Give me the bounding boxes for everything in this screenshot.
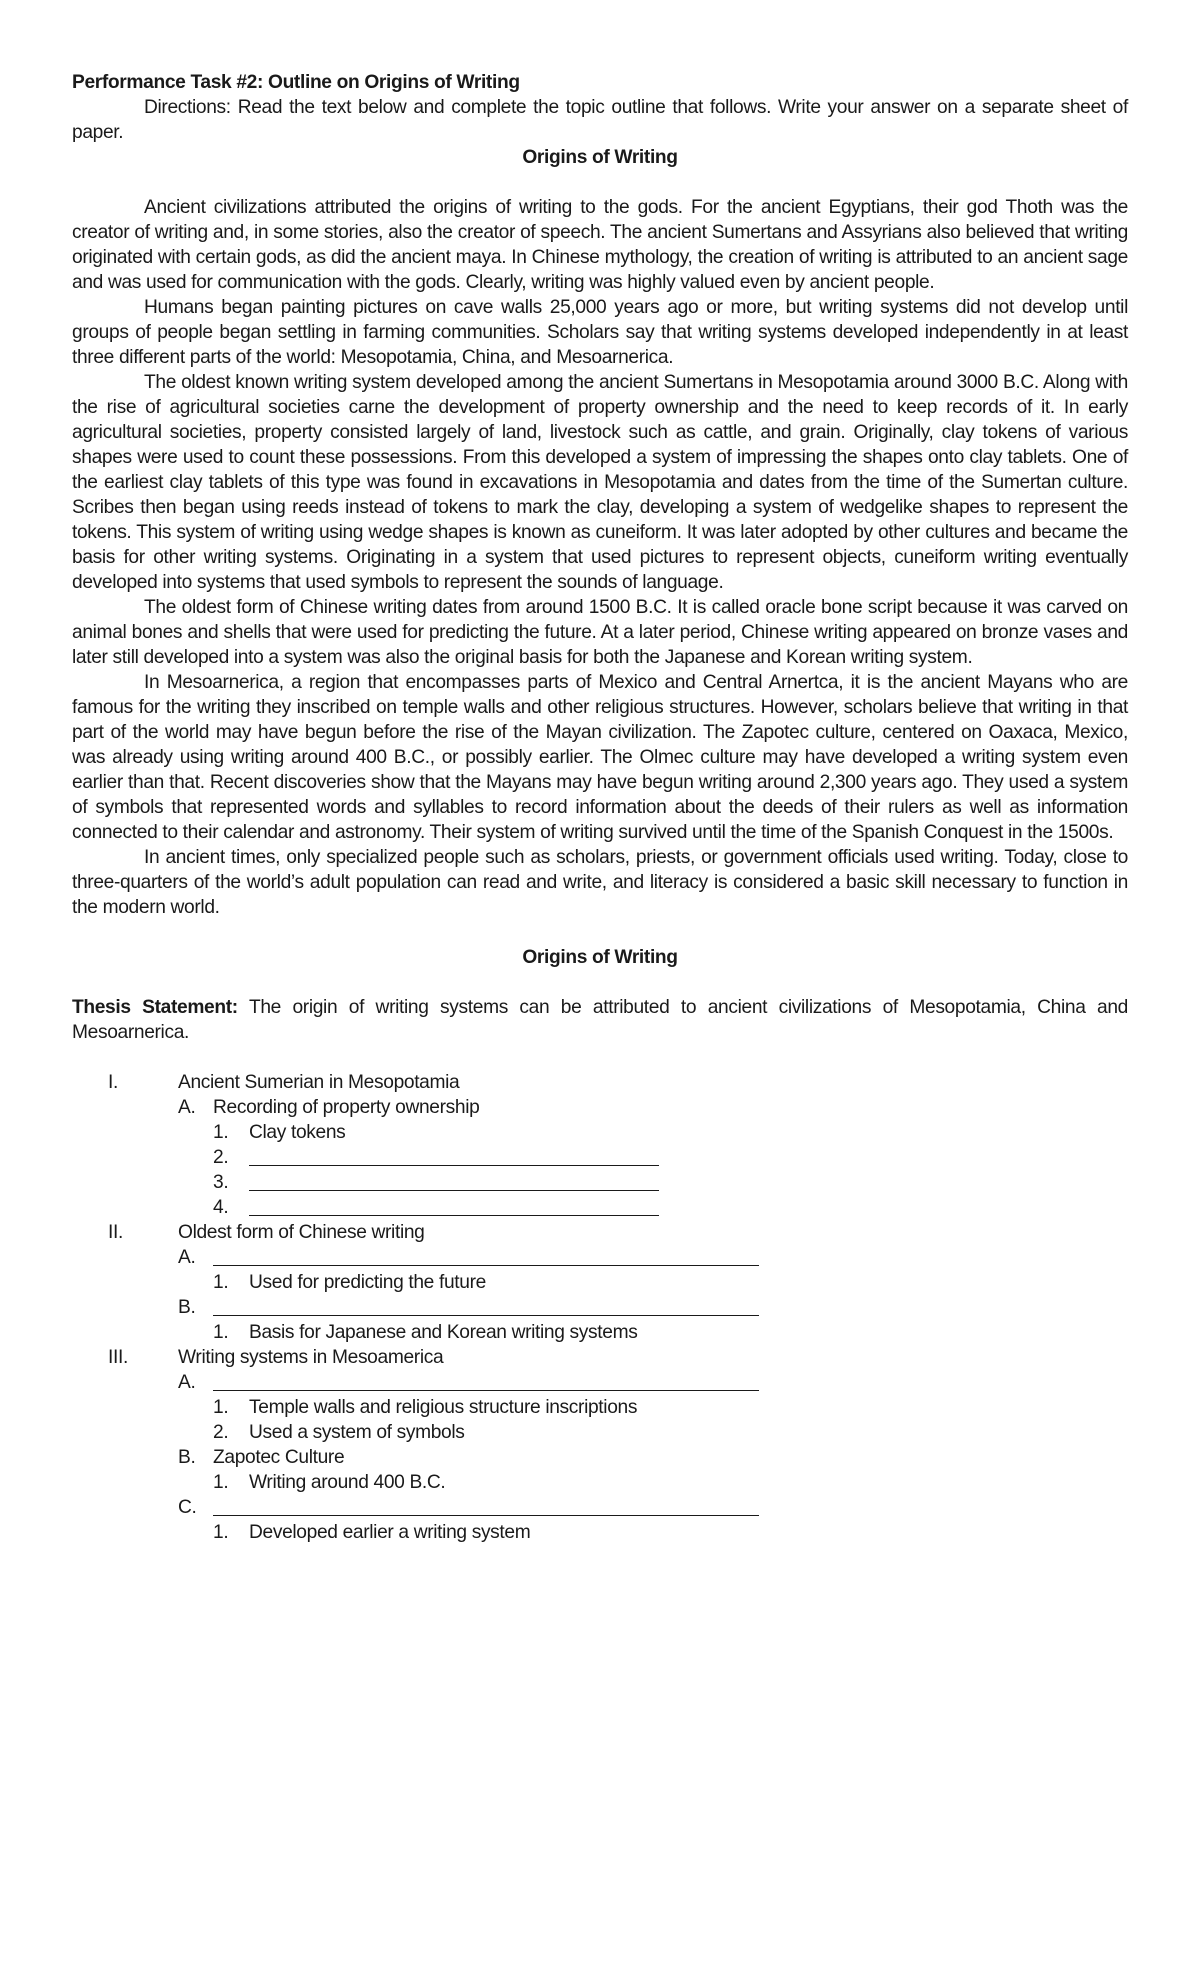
outline-subtopic [72, 1295, 1128, 1320]
outline-detail [72, 1270, 1128, 1295]
detail-text: Basis for Japanese and Korean writing systems [249, 1322, 638, 1343]
answer-blank-line [213, 1515, 759, 1516]
outline-heading: Origins of Writing [522, 947, 678, 968]
section-title: Oldest form of Chinese writing [178, 1222, 425, 1243]
document-page [72, 70, 1128, 1545]
detail-number: 1. [213, 1122, 229, 1143]
detail-text: Used for predicting the future [249, 1272, 486, 1293]
outline-subtopic [72, 1495, 1128, 1520]
topic-outline [72, 1070, 1128, 1545]
article-paragraph: In ancient times, only specialized people such as scholars, priests, or government officials used writing. Today, close to three-quarters of the world’s adult population can read and write, and literacy is considered a basic skill necessary to function in the modern world. [72, 847, 1128, 918]
roman-numeral: I. [108, 1072, 118, 1093]
subtopic-text: Zapotec Culture [213, 1447, 345, 1468]
outline-section [72, 1070, 1128, 1095]
detail-number: 1. [213, 1397, 229, 1418]
outline-subtopic [72, 1245, 1128, 1270]
outline-section [72, 1345, 1128, 1370]
detail-text: Writing around 400 B.C. [249, 1472, 446, 1493]
article-paragraph: In Mesoarnerica, a region that encompasses parts of Mexico and Central Arnertca, it is the ancient Mayans who are famous for the writing they inscribed on temple walls and other religious structures. However, scholars believe that writing in that part of the world may have begun before the rise of the Mayan civilization. The Zapotec culture, centered on Oaxaca, Mexico, was already using writing around 400 B.C., or possibly earlier. The Olmec culture may have developed a writing system even earlier than that. Recent discoveries show that the Mayans may have begun writing around 2,300 years ago. They used a system of symbols that represented words and syllables to record information about the deeds of their rulers as well as information connected to their calendar and astronomy. Their system of writing survived until the time of the Spanish Conquest in the 1500s. [72, 672, 1128, 843]
outline-subtopic [72, 1095, 1128, 1120]
roman-numeral: II. [108, 1222, 123, 1243]
article-paragraph: The oldest form of Chinese writing dates from around 1500 B.C. It is called oracle bone script because it was carved on animal bones and shells that were used for predicting the future. At a later period, Chinese writing appeared on bronze vases and later still developed into a system was also the original basis for both the Japanese and Korean writing system. [72, 597, 1128, 668]
detail-number: 1. [213, 1522, 229, 1543]
answer-blank-line [249, 1165, 659, 1166]
outline-detail [72, 1120, 1128, 1145]
article-heading: Origins of Writing [522, 147, 678, 168]
subtopic-letter: B. [178, 1297, 196, 1318]
answer-blank-line [249, 1190, 659, 1191]
outline-detail [72, 1395, 1128, 1420]
subtopic-letter: A. [178, 1247, 196, 1268]
article-paragraph: Ancient civilizations attributed the origins of writing to the gods. For the ancient Egyptians, their god Thoth was the creator of writing and, in some stories, also the creator of speech. The ancient Sumertans and Assyrians also believed that writing originated with certain gods, as did the ancient maya. In Chinese mythology, the creation of writing is attributed to an ancient sage and was used for communication with the gods. Clearly, writing was highly valued even by ancient people. [72, 197, 1128, 293]
detail-text: Developed earlier a writing system [249, 1522, 531, 1543]
outline-detail [72, 1520, 1128, 1545]
roman-numeral: III. [108, 1347, 128, 1368]
thesis-text: The origin of writing systems can be attributed to ancient civilizations of Mesopotamia, China and Mesoarnerica. [72, 997, 1128, 1043]
outline-detail [72, 1195, 1128, 1220]
outline-detail [72, 1145, 1128, 1170]
section-title: Writing systems in Mesoamerica [178, 1347, 444, 1368]
thesis-statement [72, 995, 1128, 1045]
outline-detail [72, 1420, 1128, 1445]
outline-detail [72, 1470, 1128, 1495]
thesis-label: Thesis Statement: [72, 997, 238, 1018]
answer-blank-line [213, 1390, 759, 1391]
subtopic-text: Recording of property ownership [213, 1097, 480, 1118]
answer-blank-line [213, 1315, 759, 1316]
detail-text: Used a system of symbols [249, 1422, 465, 1443]
article-paragraph: Humans began painting pictures on cave walls 25,000 years ago or more, but writing systems did not develop until groups of people began settling in farming communities. Scholars say that writing systems developed independently in at least three different parts of the world: Mesopotamia, China, and Mesoarnerica. [72, 297, 1128, 368]
answer-blank-line [213, 1265, 759, 1266]
detail-text: Clay tokens [249, 1122, 346, 1143]
task-title: Performance Task #2: Outline on Origins of Writing [72, 72, 520, 93]
detail-number: 4. [213, 1197, 229, 1218]
subtopic-letter: A. [178, 1372, 196, 1393]
outline-detail [72, 1170, 1128, 1195]
subtopic-letter: A. [178, 1097, 196, 1118]
detail-number: 1. [213, 1272, 229, 1293]
outline-subtopic [72, 1370, 1128, 1395]
detail-number: 1. [213, 1472, 229, 1493]
detail-number: 2. [213, 1422, 229, 1443]
outline-detail [72, 1320, 1128, 1345]
detail-number: 1. [213, 1322, 229, 1343]
detail-number: 2. [213, 1147, 229, 1168]
article-paragraph: The oldest known writing system developed among the ancient Sumertans in Mesopotamia around 3000 B.C. Along with the rise of agricultural societies carne the development of property ownership and the need to keep records of it. In early agricultural societies, property consisted largely of land, livestock such as cattle, and grain. Originally, clay tokens of various shapes were used to count these possessions. From this developed a system of impressing the shapes onto clay tablets. One of the earliest clay tablets of this type was found in excavations in Mesopotamia and dates from the time of the Sumertan culture. Scribes then began using reeds instead of tokens to mark the clay, developing a system of wedgelike shapes to represent the tokens. This system of writing using wedge shapes is known as cuneiform. It was later adopted by other cultures and became the basis for other writing systems. Originating in a system that used pictures to represent objects, cuneiform writing eventually developed into systems that used symbols to represent the sounds of language. [72, 372, 1128, 593]
detail-text: Temple walls and religious structure inscriptions [249, 1397, 638, 1418]
article-body [72, 195, 1128, 920]
section-title: Ancient Sumerian in Mesopotamia [178, 1072, 460, 1093]
outline-subtopic [72, 1445, 1128, 1470]
directions: Directions: Read the text below and complete the topic outline that follows. Write your answer on a separate sheet of paper. [72, 97, 1128, 143]
detail-number: 3. [213, 1172, 229, 1193]
outline-section [72, 1220, 1128, 1245]
answer-blank-line [249, 1215, 659, 1216]
subtopic-letter: B. [178, 1447, 196, 1468]
subtopic-letter: C. [178, 1497, 197, 1518]
